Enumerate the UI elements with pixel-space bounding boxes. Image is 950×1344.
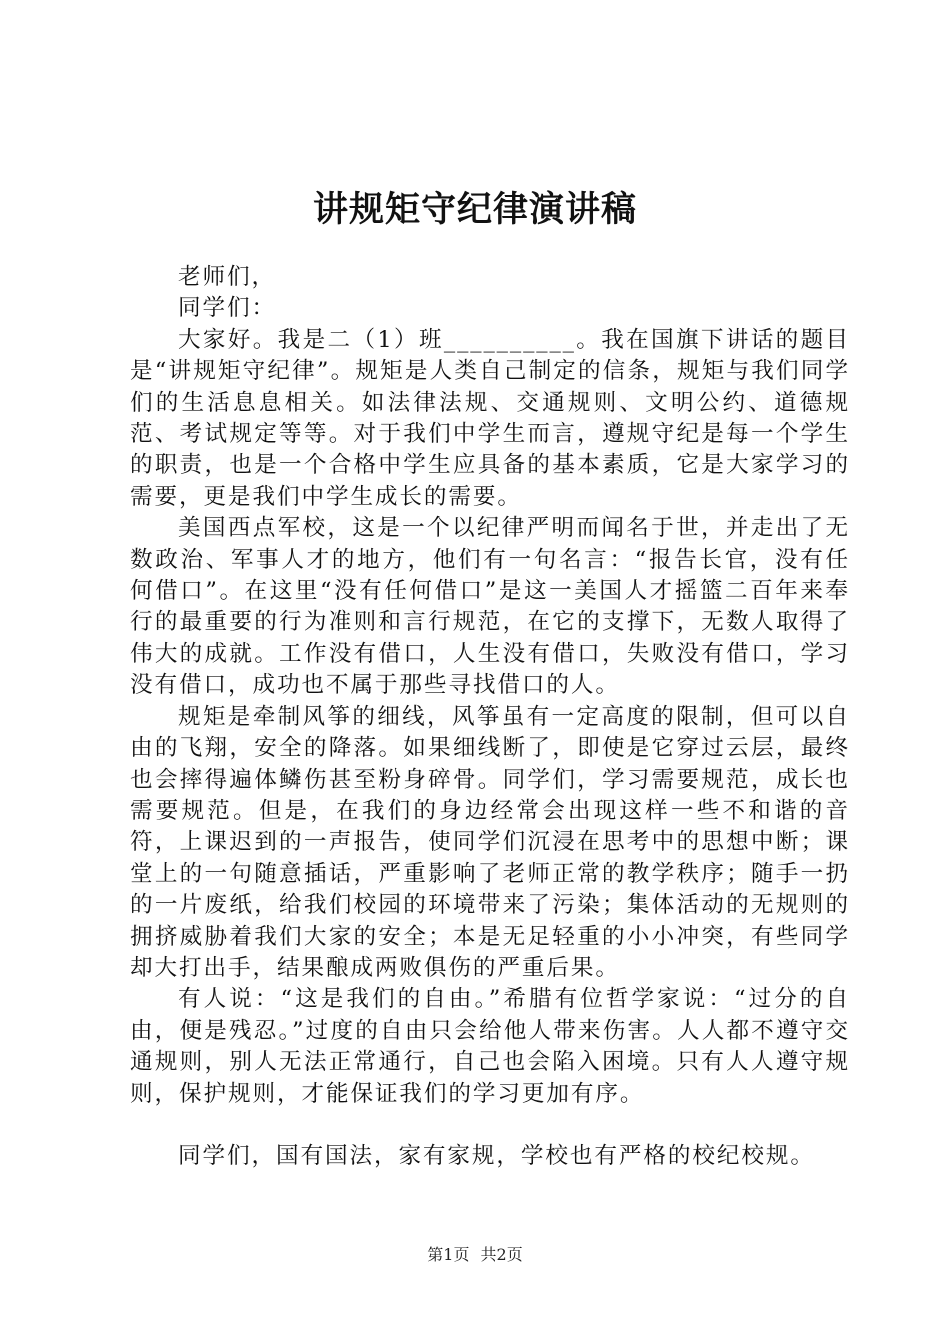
salutation-students: 同学们： bbox=[178, 295, 276, 322]
paragraph-closing: 同学们，国有国法，家有家规，学校也有严格的校纪校规。 bbox=[178, 1143, 815, 1170]
document-body bbox=[130, 262, 850, 1173]
page-total: 共2页 bbox=[480, 1245, 523, 1264]
page-number: 第1页 bbox=[427, 1245, 470, 1264]
paragraph-intro: 大家好。我是二（1）班__________。我在国旗下讲话的题目是“讲规矩守纪律”。规矩是人类自己制定的信条，规矩与我们同学们的生活息息相关。如法律法规、交通规则、文明公约、道德规范、考试规定等等。对于我们中学生而言，遵规守纪是每一个学生的职责，也是一个合格中学生应具备的基本素质，它是大家学习的需要，更是我们中学生成长的需要。 bbox=[130, 326, 850, 510]
paragraph-freedom: 有人说：“这是我们的自由。”希腊有位哲学家说：“过分的自由，便是残忍。”过度的自由只会给他人带来伤害。人人都不遵守交通规则，别人无法正常通行，自己也会陷入困境。只有人人遵守规则，保护规则，才能保证我们的学习更加有序。 bbox=[130, 986, 850, 1107]
salutation-teachers: 老师们， bbox=[178, 264, 276, 290]
paragraph-gap bbox=[130, 1110, 850, 1141]
paragraph-west-point: 美国西点军校，这是一个以纪律严明而闻名于世，并走出了无数政治、军事人才的地方，他们有一句名言：“报告长官，没有任何借口”。在这里“没有任何借口”是这一美国人才摇篮二百年来奉行的最重要的行为准则和言行规范，在它的支撑下，无数人取得了伟大的成就。工作没有借口，人生没有借口，失败没有借口，学习没有借口，成功也不属于那些寻找借口的人。 bbox=[130, 515, 850, 699]
page-footer bbox=[0, 1244, 950, 1266]
document-title: 讲规矩守纪律演讲稿 bbox=[312, 189, 637, 230]
paragraph-kite: 规矩是牵制风筝的细线，风筝虽有一定高度的限制，但可以自由的飞翔，安全的降落。如果细线断了，即使是它穿过云层，最终也会摔得遍体鳞伤甚至粉身碎骨。同学们，学习需要规范，成长也需要规范。但是，在我们的身边经常会出现这样一些不和谐的音符，上课迟到的一声报告，使同学们沉浸在思考中的思想中断；课堂上的一句随意插话，严重影响了老师正常的教学秩序；随手一扔的一片废纸，给我们校园的环境带来了污染；集体活动的无规则的拥挤威胁着我们大家的安全；本是无足轻重的小小冲突，有些同学却大打出手，结果酿成两败俱伤的严重后果。 bbox=[130, 703, 850, 981]
